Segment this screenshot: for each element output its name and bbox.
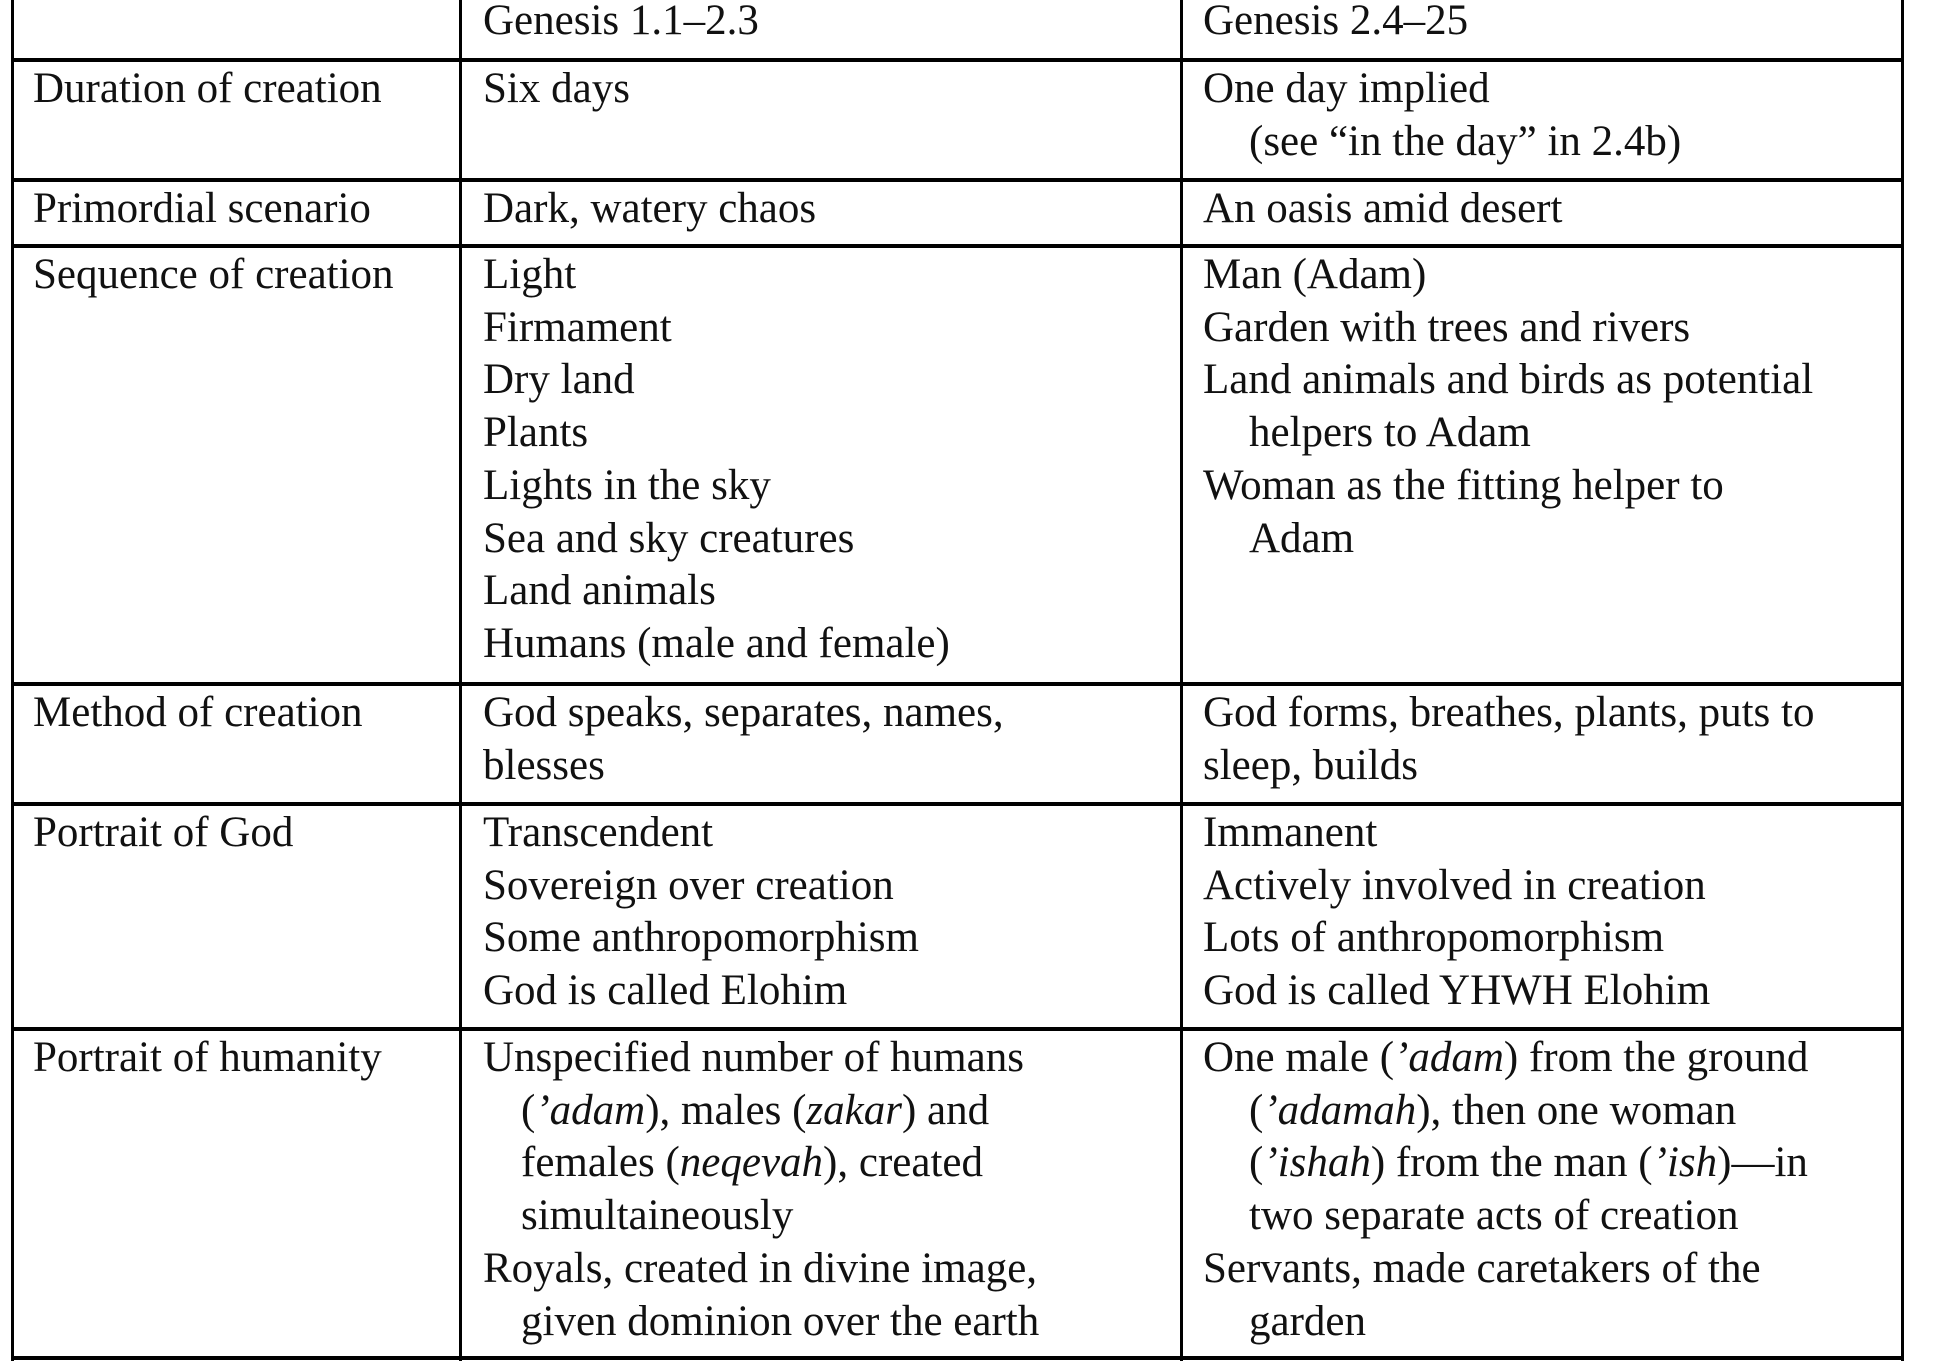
cell-line: Land animals [483,567,716,615]
cell-line: An oasis amid desert [1203,185,1563,232]
cell-line: Six days [483,65,630,112]
cell-line: Unspecified number of humans [483,1034,1024,1081]
table-column-border [1180,0,1183,1361]
text-run: ( [1249,1139,1264,1187]
genesis-1-cell [483,807,919,1018]
cell-line [483,1085,1039,1138]
column-header-2: Genesis 2.4–25 [1203,0,1469,44]
cell-line: Lots of anthropomorphism [1203,914,1665,962]
genesis-2-cell [1203,687,1814,792]
text-run: ) and [901,1086,990,1134]
row-label: Duration of creation [33,65,382,112]
cell-line: Sea and sky creatures [483,514,855,562]
row-label: Portrait of God [33,809,294,856]
genesis-2-cell [1203,249,1813,565]
row-label: Portrait of humanity [33,1034,382,1081]
cell-line: (see “in the day” in 2.4b) [1249,117,1682,165]
table-row-border [11,244,1904,248]
genesis-1-cell [483,1032,1039,1348]
cell-line: Immanent [1203,809,1378,856]
cell-line: God speaks, separates, names, [483,689,1004,736]
cell-line: Woman as the fitting helper to [1203,461,1724,509]
table-row-border [11,1356,1904,1360]
text-run: ), created [823,1139,983,1187]
table-column-border [1901,0,1904,1361]
cell-line: Plants [483,409,589,457]
cell-line: helpers to Adam [1249,409,1531,457]
text-run: One male ( [1203,1034,1395,1081]
text-run: )—in [1717,1139,1808,1187]
text-run: ) from the man ( [1370,1139,1653,1187]
column-header-1: Genesis 1.1–2.3 [483,0,759,44]
row-label: Primordial scenario [33,185,371,232]
cell-line: Lights in the sky [483,461,771,509]
cell-line: God forms, breathes, plants, puts to [1203,689,1815,736]
genesis-1-cell [483,687,1004,792]
hebrew-term: ’ish [1652,1139,1718,1187]
cell-line: garden [1249,1297,1366,1345]
hebrew-term: neqevah [679,1139,824,1187]
table-row-border [11,58,1904,62]
cell-line: Firmament [483,303,672,351]
cell-line: two separate acts of creation [1249,1192,1739,1240]
hebrew-term: ’ishah [1263,1139,1371,1187]
cell-line: given dominion over the earth [521,1297,1040,1345]
table-row-border [11,1027,1904,1031]
genesis-1-cell [483,249,950,671]
text-run: ), males ( [645,1086,807,1134]
cell-line: Some anthropomorphism [483,914,919,962]
table-row-border [11,802,1904,806]
cell-line: Actively involved in creation [1203,861,1706,909]
cell-line: Adam [1249,514,1355,562]
row-label: Sequence of creation [33,251,394,298]
genesis-2-cell [1203,1032,1808,1348]
text-run: ), then one woman [1416,1086,1737,1134]
cell-line: God is called YHWH Elohim [1203,967,1711,1015]
cell-line: Servants, made caretakers of the [1203,1244,1761,1292]
hebrew-term: zakar [806,1086,902,1134]
text-run: ) from the ground [1503,1034,1809,1081]
cell-line: simultaineously [521,1192,794,1240]
cell-line: Man (Adam) [1203,251,1427,298]
genesis-2-cell [1203,63,1681,168]
cell-line: Humans (male and female) [483,619,950,667]
cell-line: Sovereign over creation [483,861,894,909]
cell-line: sleep, builds [1203,741,1418,789]
genesis-2-cell [1203,807,1710,1018]
text-run: ( [1249,1086,1264,1134]
cell-line: Land animals and birds as potential [1203,356,1814,404]
text-run: females ( [521,1139,680,1187]
cell-line: Garden with trees and rivers [1203,303,1691,351]
table-row-border [11,682,1904,686]
cell-line [1203,1032,1808,1085]
cell-line: Dry land [483,356,635,404]
table-column-border [11,0,14,1361]
hebrew-term: ’adam [535,1086,646,1134]
cell-line [1203,1137,1808,1190]
hebrew-term: ’adam [1394,1034,1504,1081]
cell-line: Royals, created in divine image, [483,1244,1038,1292]
cell-line: Dark, watery chaos [483,185,817,232]
text-run: ( [521,1086,536,1134]
table-column-border [459,0,462,1361]
cell-line: One day implied [1203,65,1490,112]
cell-line: blesses [483,741,605,789]
table-row-border [11,178,1904,182]
cell-line [1203,1085,1808,1138]
genesis-2-cell [1203,183,1562,236]
cell-line: Light [483,251,577,298]
hebrew-term: ’adamah [1263,1086,1417,1134]
genesis-1-cell [483,63,630,116]
row-label: Method of creation [33,689,363,736]
cell-line: God is called Elohim [483,967,848,1015]
genesis-1-cell [483,183,816,236]
cell-line: Transcendent [483,809,714,856]
cell-line [483,1137,1039,1190]
